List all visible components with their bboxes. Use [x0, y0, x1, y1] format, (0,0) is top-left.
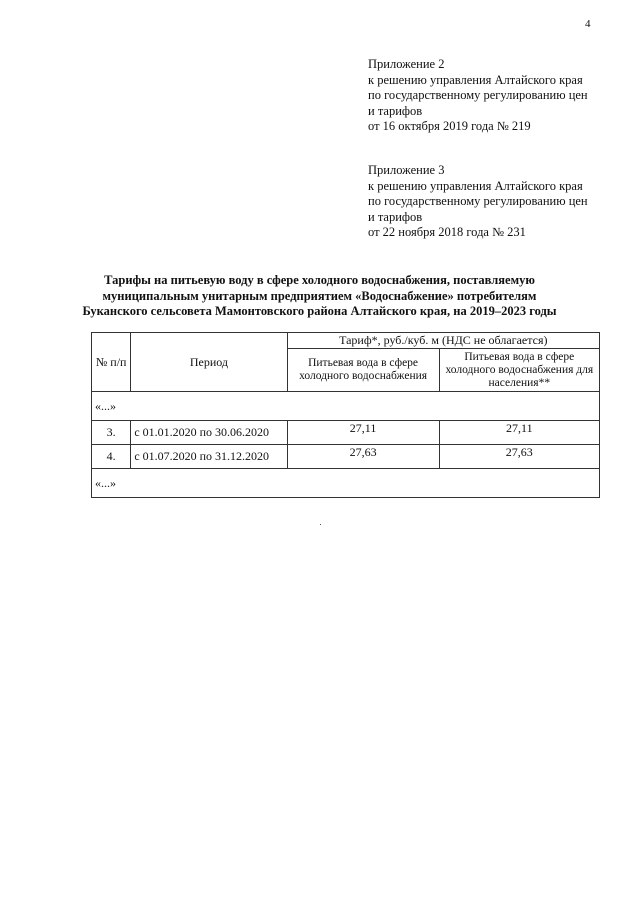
row-period: с 01.01.2020 по 30.06.2020: [131, 421, 287, 445]
row-num: 4.: [92, 445, 131, 469]
ellipsis-top: «...»: [92, 392, 600, 421]
tariff-table: [91, 332, 600, 498]
appendix-3-line2: по государственному регулированию цен: [368, 194, 588, 208]
ellipsis-bottom: «...»: [92, 469, 600, 498]
row-num: 3.: [92, 421, 131, 445]
row-tariff-general: 27,11: [287, 421, 439, 445]
header-water-general: Питьевая вода в сфере холодного водоснабжения: [287, 349, 439, 392]
row-tariff-population: 27,11: [439, 421, 599, 445]
appendix-2-title: Приложение 2: [368, 57, 445, 71]
document-title: [0, 273, 639, 320]
row-tariff-population: 27,63: [439, 445, 599, 469]
title-line1: Тарифы на питьевую воду в сфере холодного водоснабжения, поставляемую: [104, 273, 535, 287]
appendix-3-line4: от 22 ноября 2018 года № 231: [368, 225, 526, 239]
header-water-population: Питьевая вода в сфере холодного водоснабжения для населения**: [439, 349, 599, 392]
appendix-2-line3: и тарифов: [368, 103, 423, 118]
appendix-3-line3: и тарифов: [368, 209, 423, 224]
appendix-2-header: [368, 57, 618, 135]
row-period: с 01.07.2020 по 31.12.2020: [131, 445, 287, 469]
header-tariff: Тариф*, руб./куб. м (НДС не облагается): [287, 333, 599, 349]
row-tariff-general: 27,63: [287, 445, 439, 469]
scan-speck: [320, 524, 321, 525]
appendix-3-line1: к решению управления Алтайского края: [368, 178, 583, 193]
table-row: [92, 445, 600, 469]
title-line3: Буканского сельсовета Мамонтовского района Алтайского края, на 2019–2023 годы: [82, 304, 557, 318]
header-period: Период: [131, 333, 287, 392]
appendix-2-line1: к решению управления Алтайского края: [368, 72, 583, 87]
header-num: № п/п: [92, 333, 131, 392]
table-header-row: [92, 333, 600, 349]
table-row: [92, 421, 600, 445]
page-number: 4: [585, 18, 591, 30]
appendix-2-line2: по государственному регулированию цен: [368, 88, 588, 102]
table-row-ellipsis-top: [92, 392, 600, 421]
appendix-2-line4: от 16 октября 2019 года № 219: [368, 119, 531, 133]
appendix-3-title: Приложение 3: [368, 163, 445, 177]
appendix-3-header: [368, 163, 618, 241]
table-row-ellipsis-bottom: [92, 469, 600, 498]
title-line2: муниципальным унитарным предприятием «Водоснабжение» потребителям: [102, 288, 537, 303]
